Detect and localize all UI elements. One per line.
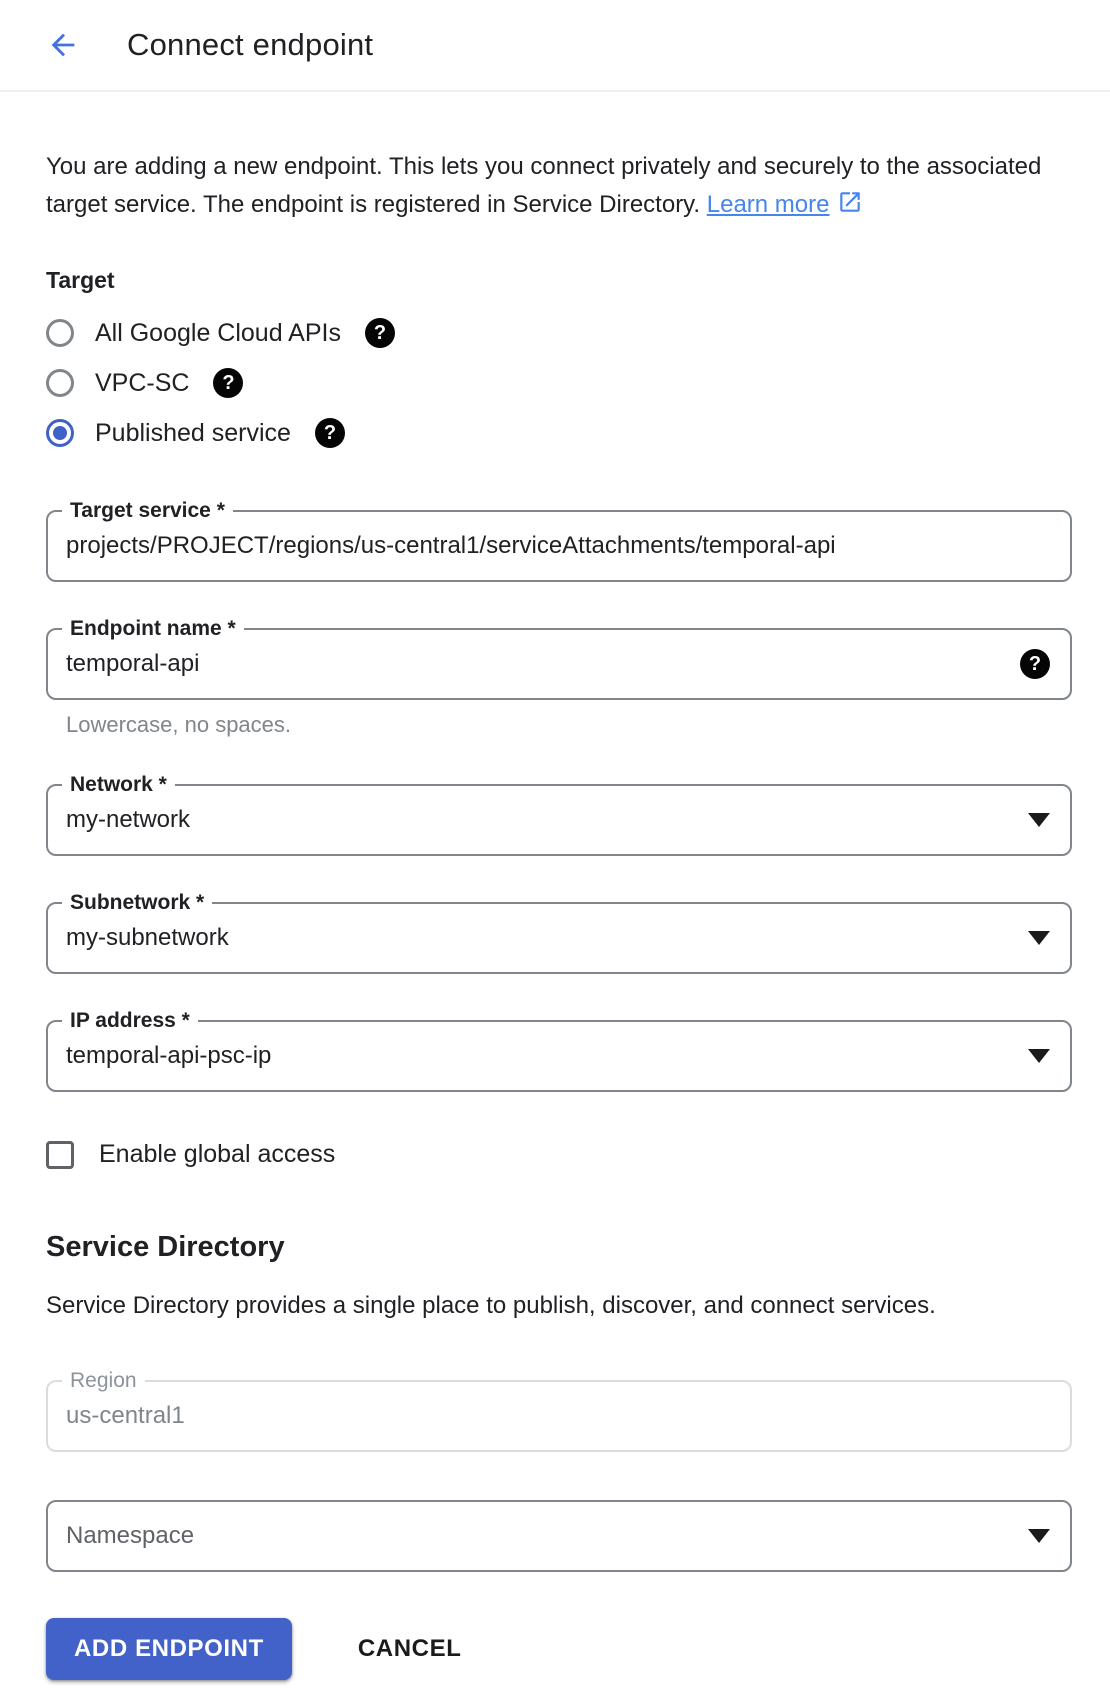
radio-icon[interactable]	[46, 419, 74, 447]
region-field	[46, 1369, 1072, 1452]
radio-option-all-google-cloud-apis[interactable]	[46, 308, 1072, 358]
endpoint-name-field[interactable]	[46, 617, 1072, 700]
radio-option-published-service[interactable]	[46, 408, 1072, 458]
target-service-input[interactable]	[66, 532, 1050, 560]
page-title: Connect endpoint	[127, 27, 374, 62]
ip-address-value[interactable]: temporal-api-psc-ip	[66, 1042, 272, 1069]
namespace-placeholder[interactable]: Namespace	[66, 1522, 195, 1549]
learn-more-link[interactable]: Learn more	[706, 191, 830, 218]
endpoint-name-input[interactable]	[66, 650, 1004, 678]
ip-address-label: IP address *	[62, 1008, 198, 1034]
page-header	[0, 0, 1110, 92]
endpoint-name-label: Endpoint name *	[62, 616, 244, 642]
radio-label: VPC-SC	[95, 368, 190, 397]
endpoint-name-helper: Lowercase, no spaces.	[66, 712, 292, 737]
target-service-label: Target service *	[62, 498, 233, 524]
target-section-label: Target	[46, 267, 115, 293]
network-select[interactable]	[46, 773, 1072, 856]
target-radio-group	[46, 308, 1072, 458]
subnetwork-label: Subnetwork *	[62, 890, 212, 916]
subnetwork-value[interactable]: my-subnetwork	[66, 924, 229, 951]
service-directory-description: Service Directory provides a single place to publish, discover, and connect services.	[46, 1292, 936, 1319]
checkbox-icon[interactable]	[46, 1141, 74, 1169]
help-icon[interactable]: ?	[213, 368, 243, 398]
radio-icon[interactable]	[46, 369, 74, 397]
service-directory-heading: Service Directory	[46, 1231, 285, 1263]
ip-address-select[interactable]	[46, 1009, 1072, 1092]
help-icon[interactable]: ?	[365, 318, 395, 348]
region-label: Region	[62, 1368, 145, 1394]
dropdown-arrow-icon[interactable]	[1028, 1529, 1050, 1543]
help-icon[interactable]: ?	[1020, 649, 1050, 679]
dropdown-arrow-icon[interactable]	[1028, 813, 1050, 827]
radio-label: Published service	[95, 418, 291, 447]
checkbox-label: Enable global access	[99, 1140, 336, 1168]
cancel-button[interactable]: CANCEL	[342, 1625, 478, 1673]
region-value: us-central1	[66, 1402, 185, 1429]
namespace-select[interactable]	[46, 1500, 1072, 1572]
subnetwork-select[interactable]	[46, 891, 1072, 974]
intro-paragraph	[46, 148, 1046, 227]
back-arrow-icon[interactable]	[46, 28, 80, 62]
dropdown-arrow-icon[interactable]	[1028, 1049, 1050, 1063]
intro-text: You are adding a new endpoint. This lets you connect privately and securely to the associated target service. The endpoint is registered in Service Directory.	[46, 153, 1042, 218]
dropdown-arrow-icon[interactable]	[1028, 931, 1050, 945]
radio-icon[interactable]	[46, 319, 74, 347]
action-bar	[46, 1618, 1072, 1680]
radio-label: All Google Cloud APIs	[95, 318, 341, 347]
enable-global-access-row[interactable]	[46, 1140, 1072, 1169]
help-icon[interactable]: ?	[315, 418, 345, 448]
radio-option-vpc-sc[interactable]	[46, 358, 1072, 408]
network-label: Network *	[62, 772, 175, 798]
open-in-new-icon[interactable]	[837, 189, 863, 227]
network-value[interactable]: my-network	[66, 806, 191, 833]
target-service-field[interactable]	[46, 499, 1072, 582]
add-endpoint-button[interactable]: ADD ENDPOINT	[46, 1618, 292, 1680]
